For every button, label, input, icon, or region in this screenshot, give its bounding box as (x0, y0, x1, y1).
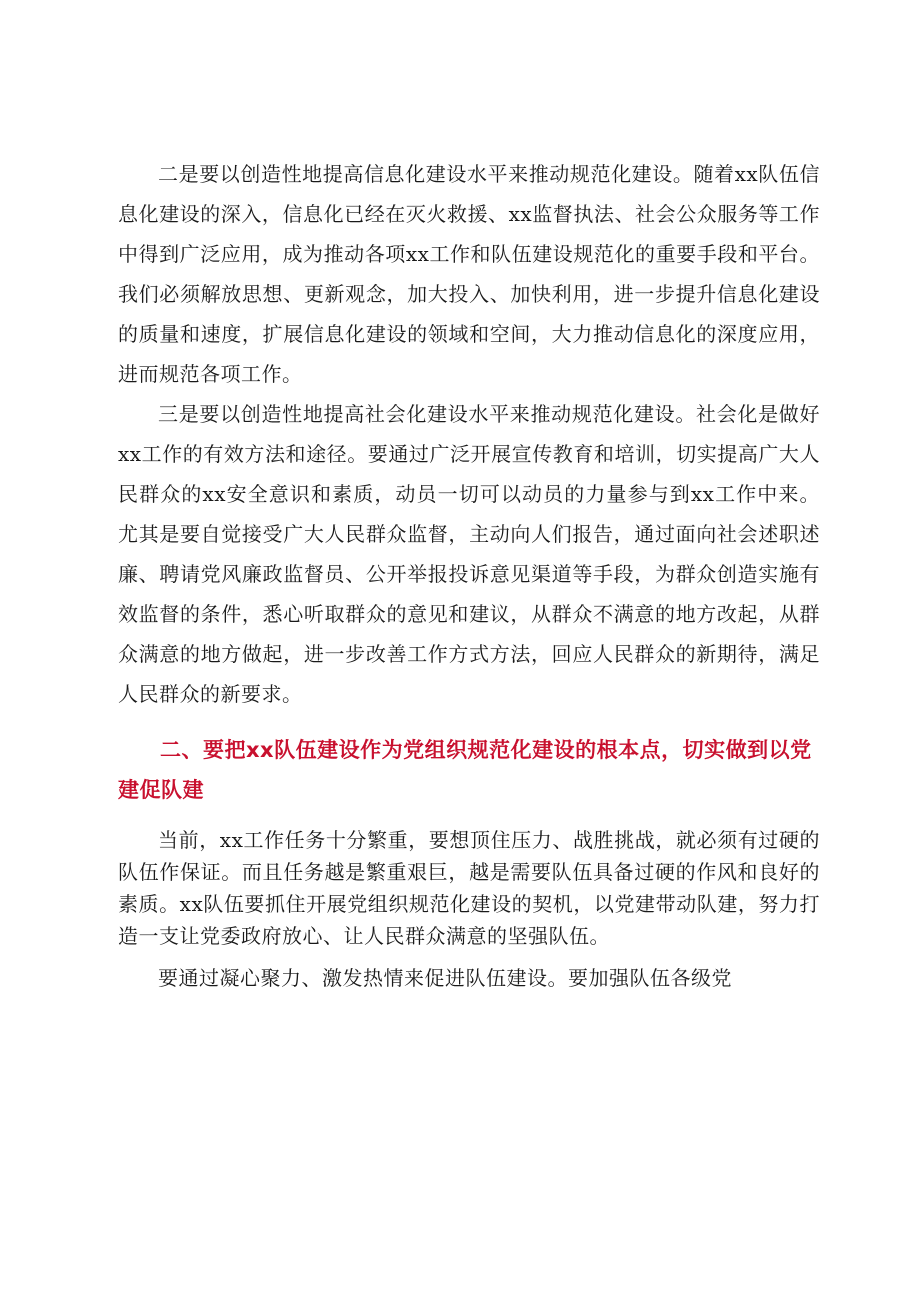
section-heading-2: 二、要把xx队伍建设作为党组织规范化建设的根本点，切实做到以党建促队建 (118, 738, 812, 802)
paragraph-gap (118, 952, 820, 962)
paragraph-current-tasks: 当前，xx工作任务十分繁重，要想顶住压力、战胜挑战，就必须有过硬的队伍作保证。而且任务越是繁重艰巨，越是需要队伍具备过硬的作风和良好的素质。xx队伍要抓住开展党组织规范化建设的契机，以党建带动队建，努力打造一支让党委政府放心、让人民群众满意的坚强队伍。 (118, 828, 820, 948)
paragraph-team-building: 要通过凝心聚力、激发热情来促进队伍建设。要加强队伍各级党 (158, 966, 732, 990)
paragraph-socialization: 三是要以创造性地提高社会化建设水平来推动规范化建设。社会化是做好xx工作的有效方法和途径。要通过广泛开展宣传教育和培训，切实提高广大人民群众的xx安全意识和素质，动员一切可以动员的力量参与到xx工作中来。尤其是要自觉接受广大人民群众监督，主动向人们报告，通过面向社会述职述廉、聘请党风廉政监督员、公开举报投诉意见渠道等手段，为群众创造实施有效监督的条件，悉心听取群众的意见和建议，从群众不满意的地方改起，从群众满意的地方做起，进一步改善工作方式方法，回应人民群众的新期待，满足人民群众的新要求。 (118, 402, 820, 706)
paragraph-informatization: 二是要以创造性地提高信息化建设水平来推动规范化建设。随着xx队伍信息化建设的深入，信息化已经在灭火救援、xx监督执法、社会公众服务等工作中得到广泛应用，成为推动各项xx工作和队伍建设规范化的重要手段和平台。我们必须解放思想、更新观念，加大投入、加快利用，进一步提升信息化建设的质量和速度，扩展信息化建设的领域和空间，大力推动信息化的深度应用，进而规范各项工作。 (118, 162, 820, 386)
document-body (118, 154, 820, 994)
